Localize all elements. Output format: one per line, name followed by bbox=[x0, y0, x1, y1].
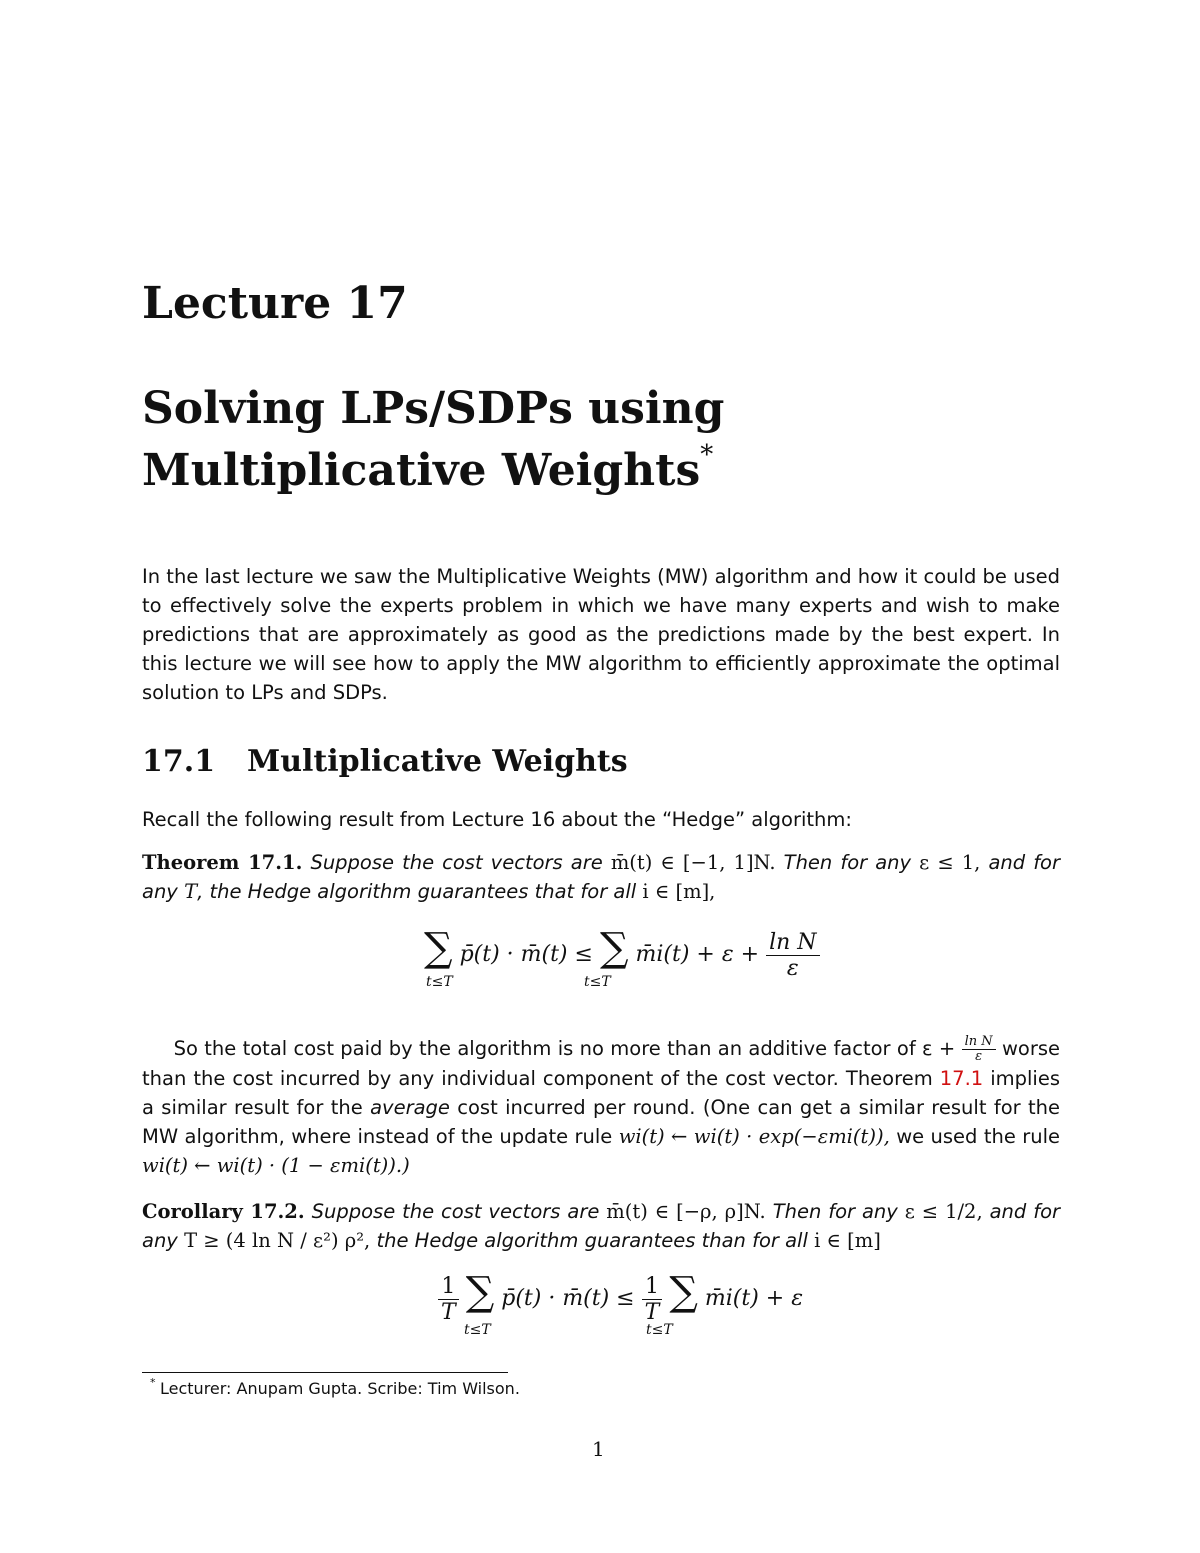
fraction-one-over-T bbox=[438, 1274, 459, 1325]
sum-symbol: ∑ bbox=[424, 925, 453, 971]
page-title bbox=[142, 378, 1042, 502]
fraction-denominator: T bbox=[644, 1299, 660, 1325]
theorem-text-c: and for any bbox=[142, 851, 1061, 903]
inline-fraction bbox=[962, 1035, 996, 1064]
fraction-ln-n-over-eps bbox=[766, 930, 819, 981]
fraction-denominator: ε bbox=[786, 955, 799, 981]
footnote-mark: * bbox=[150, 1376, 156, 1389]
inline-fraction-numerator: ln N bbox=[962, 1035, 996, 1050]
footnote-text: Lecturer: Anupam Gupta. Scribe: Tim Wilson. bbox=[160, 1379, 520, 1398]
theorem-17-1 bbox=[142, 848, 1060, 906]
title-footnote-mark: * bbox=[700, 440, 714, 470]
corollary-text-d: the Hedge algorithm guarantees than for all bbox=[376, 1229, 808, 1252]
intro-paragraph: In the last lecture we saw the Multiplicative Weights (MW) algorithm and how it could be used to effectively solve the experts problem in which we have many experts and wish to make predictions that are approximately as good as the predictions made by the best expert. In this lecture we will see how to apply the MW algorithm to efficiently approximate the optimal solution to LPs and SDPs. bbox=[142, 565, 1060, 704]
theorem-text-a: Suppose the cost vectors are bbox=[310, 851, 603, 874]
title-line-2: Multiplicative Weights bbox=[142, 445, 701, 496]
corollary-text-b: Then for any bbox=[772, 1200, 898, 1223]
corollary-condition-1: m̄(t) ∈ [−ρ, ρ]N. bbox=[606, 1200, 766, 1223]
corollary-text-c: and for any bbox=[142, 1200, 1061, 1252]
section-heading bbox=[142, 744, 628, 779]
equation-average-bound bbox=[438, 1269, 804, 1338]
emphasis-average: average bbox=[370, 1096, 450, 1119]
fraction-numerator: 1 bbox=[642, 1274, 663, 1300]
page-number: 1 bbox=[592, 1437, 605, 1461]
equation-lhs: p̄(t) · m̄(t) ≤ bbox=[459, 942, 593, 967]
inline-fraction-denominator: ε bbox=[975, 1049, 983, 1064]
theorem-T: T bbox=[184, 880, 198, 903]
theorem-label: Theorem 17.1. bbox=[142, 851, 303, 874]
equation-rhs: m̄i(t) + ε bbox=[704, 1286, 804, 1311]
footnote bbox=[150, 1376, 520, 1398]
theorem-reference-link[interactable]: 17.1 bbox=[939, 1067, 984, 1090]
theorem-condition-3: i ∈ [m], bbox=[642, 880, 716, 903]
corollary-text-a: Suppose the cost vectors are bbox=[311, 1200, 600, 1223]
sum-subscript: t≤T bbox=[426, 974, 453, 990]
equation-hedge-bound bbox=[424, 925, 820, 990]
discussion-text-a: So the total cost paid by the algorithm is no more than an additive factor of ε + bbox=[173, 1037, 956, 1060]
section-title: Multiplicative Weights bbox=[247, 744, 628, 779]
discussion-text-e: we used the rule bbox=[896, 1125, 1061, 1148]
theorem-text-b: Then for any bbox=[783, 851, 912, 874]
equation-rhs: m̄i(t) + ε + bbox=[635, 942, 760, 967]
fraction-one-over-T bbox=[642, 1274, 663, 1325]
corollary-condition-3: T ≥ (4 ln N / ε²) ρ², bbox=[184, 1229, 371, 1252]
corollary-17-2 bbox=[142, 1197, 1060, 1255]
sum-subscript: t≤T bbox=[584, 974, 611, 990]
corollary-condition-4: i ∈ [m] bbox=[814, 1229, 881, 1252]
discussion-text-d: cost incurred per round. (One can get a similar result for the MW algorithm, where instead of the update rule bbox=[142, 1096, 1060, 1148]
recall-paragraph: Recall the following result from Lecture 16 about the “Hedge” algorithm: bbox=[142, 808, 852, 831]
discussion-text-c: implies a similar result for the bbox=[142, 1067, 1061, 1119]
theorem-condition-1: m̄(t) ∈ [−1, 1]N. bbox=[610, 851, 776, 874]
corollary-condition-2: ε ≤ 1/2, bbox=[904, 1200, 983, 1223]
theorem-condition-2: ε ≤ 1, bbox=[919, 851, 981, 874]
lecture-number: Lecture 17 bbox=[142, 278, 408, 329]
fraction-numerator: ln N bbox=[766, 930, 819, 956]
sum-symbol: ∑ bbox=[599, 925, 629, 971]
update-rule-exp: wi(t) ← wi(t) · exp(−εmi(t)), bbox=[618, 1125, 890, 1148]
theorem-text-d: , the Hedge algorithm guarantees that for all bbox=[197, 880, 637, 903]
discussion-text-b: worse than the cost incurred by any individual component of the cost vector. Theorem bbox=[142, 1037, 1060, 1090]
sum-symbol: ∑ bbox=[669, 1269, 698, 1315]
sum-subscript: t≤T bbox=[464, 1322, 491, 1338]
title-line-1: Solving LPs/SDPs using bbox=[142, 383, 725, 434]
fraction-numerator: 1 bbox=[438, 1274, 459, 1300]
sum-subscript: t≤T bbox=[646, 1322, 673, 1338]
update-rule-linear: wi(t) ← wi(t) · (1 − εmi(t)).) bbox=[142, 1154, 410, 1177]
discussion-paragraph bbox=[142, 1034, 1060, 1180]
equation-lhs: p̄(t) · m̄(t) ≤ bbox=[501, 1286, 635, 1311]
sum-symbol: ∑ bbox=[465, 1269, 495, 1315]
section-number: 17.1 bbox=[142, 744, 216, 779]
fraction-denominator: T bbox=[441, 1299, 456, 1325]
footnote-divider bbox=[142, 1372, 508, 1373]
corollary-label: Corollary 17.2. bbox=[142, 1200, 305, 1223]
